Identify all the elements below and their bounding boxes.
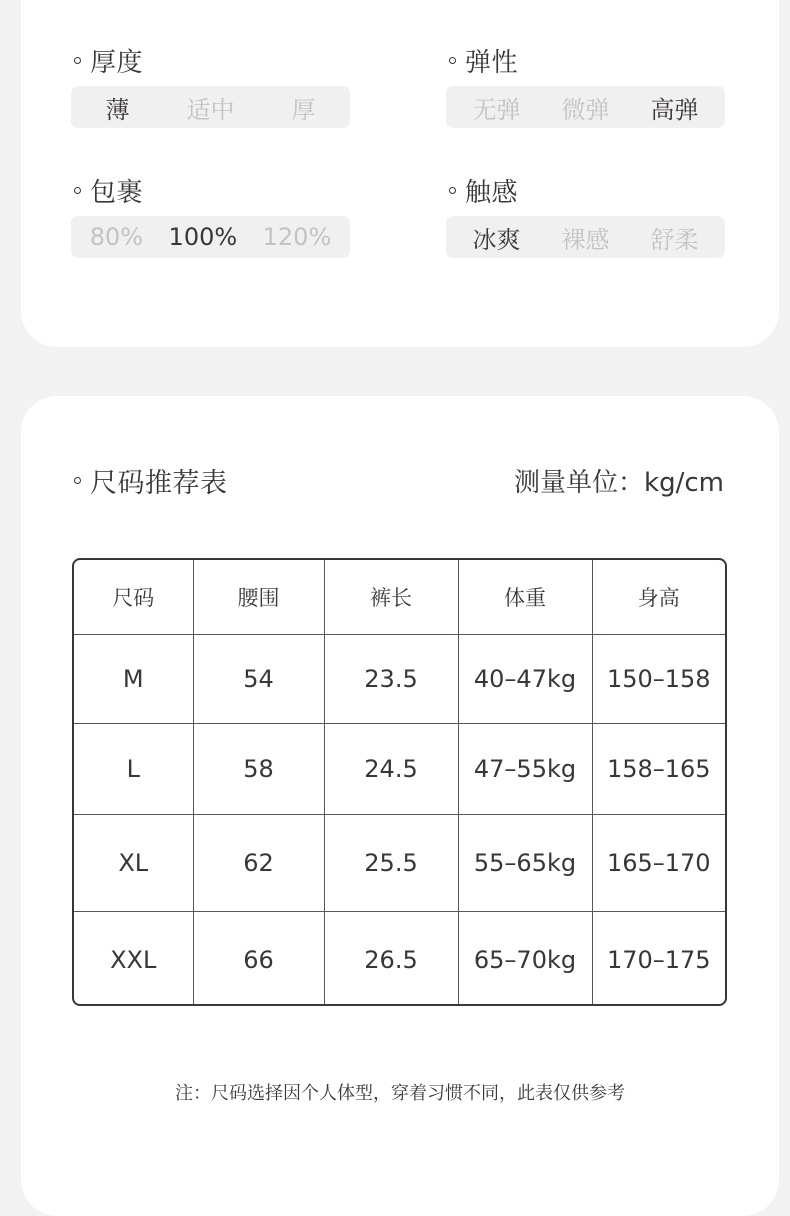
table-header-row xyxy=(74,560,725,635)
bullet-icon xyxy=(74,477,81,484)
table-row xyxy=(74,635,725,724)
column-header: 腰围 xyxy=(193,560,324,635)
option-cool: 冰爽 xyxy=(472,225,521,254)
column-header: 尺码 xyxy=(74,560,193,635)
table-row xyxy=(74,815,725,912)
table-cell: 58 xyxy=(193,724,324,815)
option-high-stretch: 高弹 xyxy=(650,95,699,124)
table-cell: XXL xyxy=(74,912,193,1007)
table-cell: L xyxy=(74,724,193,815)
option-bar xyxy=(71,216,350,258)
attr-title: 包裹 xyxy=(90,177,144,208)
table-cell: M xyxy=(74,635,193,724)
bullet-icon xyxy=(74,187,81,194)
table-cell: 24.5 xyxy=(324,724,458,815)
table-cell: 165–170 xyxy=(592,815,725,912)
table-cell: 25.5 xyxy=(324,815,458,912)
table-cell: XL xyxy=(74,815,193,912)
option-medium: 适中 xyxy=(186,95,235,124)
attr-header xyxy=(449,174,518,206)
size-chart-header xyxy=(74,462,228,498)
option-bar xyxy=(446,86,725,128)
option-bare-feel: 裸感 xyxy=(561,225,610,254)
option-120: 120% xyxy=(262,223,332,251)
attributes-card xyxy=(21,0,779,347)
attr-title: 厚度 xyxy=(90,47,144,78)
table-cell: 158–165 xyxy=(592,724,725,815)
column-header: 裤长 xyxy=(324,560,458,635)
option-bar xyxy=(71,86,350,128)
option-thick: 厚 xyxy=(291,95,316,124)
attr-title: 弹性 xyxy=(465,47,519,78)
size-chart-note: 注：尺码选择因个人体型，穿着习惯不同，此表仅供参考 xyxy=(175,1083,625,1104)
table-cell: 66 xyxy=(193,912,324,1007)
attr-header xyxy=(74,44,143,76)
column-header: 体重 xyxy=(458,560,592,635)
size-chart-card xyxy=(21,396,779,1216)
table-cell: 65–70kg xyxy=(458,912,592,1007)
attr-title: 触感 xyxy=(465,177,519,208)
bullet-icon xyxy=(449,57,456,64)
attr-header xyxy=(74,174,143,206)
size-chart-title: 尺码推荐表 xyxy=(90,467,228,499)
table-cell: 26.5 xyxy=(324,912,458,1007)
bullet-icon xyxy=(449,187,456,194)
table-row xyxy=(74,912,725,1007)
option-100: 100% xyxy=(168,223,238,251)
table-cell: 47–55kg xyxy=(458,724,592,815)
table-cell: 55–65kg xyxy=(458,815,592,912)
option-thin: 薄 xyxy=(105,95,130,124)
table-cell: 40–47kg xyxy=(458,635,592,724)
size-table xyxy=(72,558,727,1006)
table-cell: 150–158 xyxy=(592,635,725,724)
column-header: 身高 xyxy=(592,560,725,635)
table-cell: 54 xyxy=(193,635,324,724)
table-cell: 62 xyxy=(193,815,324,912)
table-row xyxy=(74,724,725,815)
option-no-stretch: 无弹 xyxy=(472,95,521,124)
attr-header xyxy=(449,44,518,76)
measurement-unit: 测量单位：kg/cm xyxy=(514,467,724,498)
table-cell: 170–175 xyxy=(592,912,725,1007)
table-cell: 23.5 xyxy=(324,635,458,724)
option-soft: 舒柔 xyxy=(650,225,699,254)
bullet-icon xyxy=(74,57,81,64)
option-slight-stretch: 微弹 xyxy=(561,95,610,124)
option-80: 80% xyxy=(89,223,144,251)
option-bar xyxy=(446,216,725,258)
